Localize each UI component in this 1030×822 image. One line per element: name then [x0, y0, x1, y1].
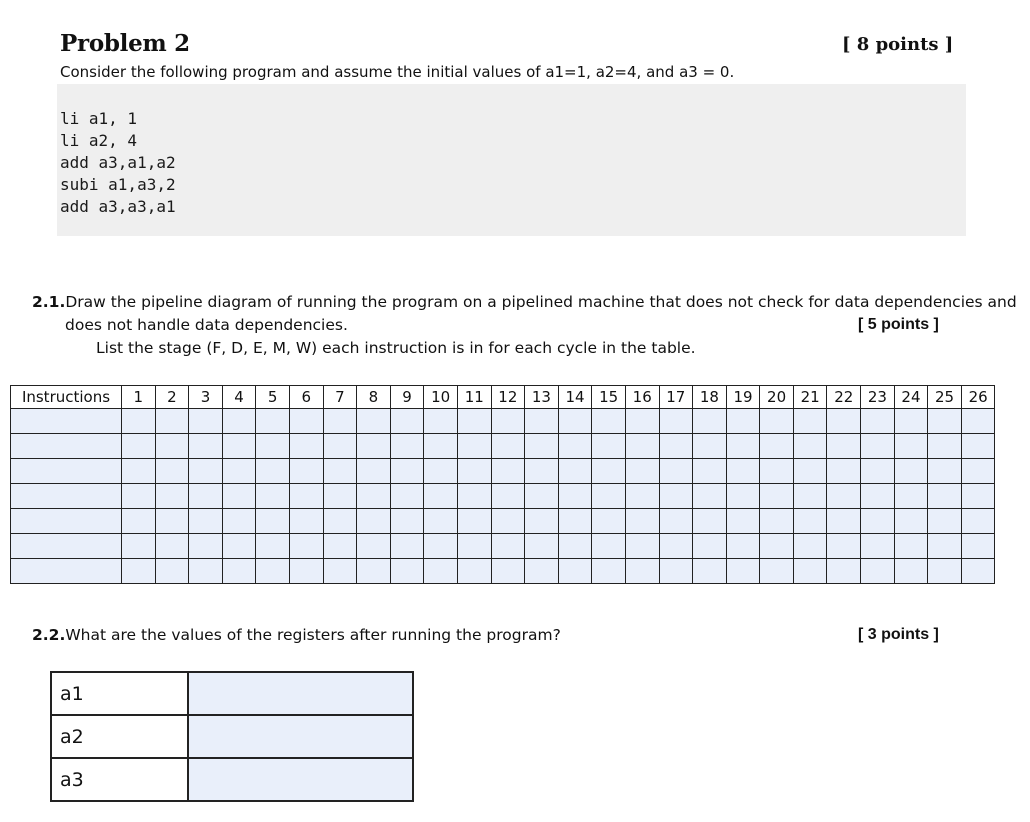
- question-2-1-line2: does not handle data dependencies.: [65, 316, 348, 334]
- stage-cell[interactable]: [928, 409, 962, 434]
- stage-cell[interactable]: [289, 534, 323, 559]
- stage-cell[interactable]: [894, 459, 928, 484]
- stage-cell[interactable]: [491, 534, 525, 559]
- stage-cell[interactable]: [693, 484, 727, 509]
- stage-cell[interactable]: [726, 434, 760, 459]
- code-line: subi a1,a3,2: [60, 175, 176, 194]
- stage-cell[interactable]: [289, 459, 323, 484]
- stage-cell[interactable]: [592, 534, 626, 559]
- stage-cell[interactable]: [827, 509, 861, 534]
- stage-cell[interactable]: [558, 559, 592, 584]
- stage-cell[interactable]: [189, 459, 223, 484]
- stage-cell[interactable]: [592, 484, 626, 509]
- stage-cell[interactable]: [424, 459, 458, 484]
- stage-cell[interactable]: [558, 409, 592, 434]
- stage-cell[interactable]: [961, 484, 995, 509]
- stage-cell[interactable]: [928, 534, 962, 559]
- stage-cell[interactable]: [357, 434, 391, 459]
- stage-cell[interactable]: [122, 484, 156, 509]
- stage-cell[interactable]: [457, 434, 491, 459]
- stage-cell[interactable]: [155, 559, 189, 584]
- question-2-2-number: 2.2.: [32, 626, 66, 644]
- stage-cell[interactable]: [793, 559, 827, 584]
- stage-cell[interactable]: [659, 459, 693, 484]
- stage-cell[interactable]: [592, 434, 626, 459]
- stage-cell[interactable]: [827, 559, 861, 584]
- stage-cell[interactable]: [189, 509, 223, 534]
- pipeline-table: [10, 385, 995, 584]
- stage-cell[interactable]: [222, 559, 256, 584]
- stage-cell[interactable]: [861, 534, 895, 559]
- stage-cell[interactable]: [592, 509, 626, 534]
- cycle-header: 15: [592, 386, 626, 409]
- cycle-header: 17: [659, 386, 693, 409]
- stage-cell[interactable]: [390, 409, 424, 434]
- question-2-1-line3: List the stage (F, D, E, M, W) each instruction is in for each cycle in the table.: [96, 339, 696, 357]
- stage-cell[interactable]: [793, 409, 827, 434]
- cycle-header: 13: [525, 386, 559, 409]
- stage-cell[interactable]: [357, 409, 391, 434]
- pipeline-row: [11, 434, 995, 459]
- stage-cell[interactable]: [122, 409, 156, 434]
- stage-cell[interactable]: [894, 509, 928, 534]
- stage-cell[interactable]: [894, 484, 928, 509]
- stage-cell[interactable]: [222, 459, 256, 484]
- stage-cell[interactable]: [928, 484, 962, 509]
- stage-cell[interactable]: [323, 409, 357, 434]
- stage-cell[interactable]: [256, 459, 290, 484]
- stage-cell[interactable]: [357, 484, 391, 509]
- stage-cell[interactable]: [491, 434, 525, 459]
- pipeline-row: [11, 509, 995, 534]
- stage-cell[interactable]: [424, 534, 458, 559]
- stage-cell[interactable]: [457, 509, 491, 534]
- stage-cell[interactable]: [793, 509, 827, 534]
- problem-points: [ 8 points ]: [842, 34, 954, 55]
- stage-cell[interactable]: [189, 534, 223, 559]
- cycle-header: 25: [928, 386, 962, 409]
- stage-cell[interactable]: [357, 509, 391, 534]
- instructions-header: Instructions: [11, 386, 122, 409]
- stage-cell[interactable]: [726, 459, 760, 484]
- stage-cell[interactable]: [793, 534, 827, 559]
- stage-cell[interactable]: [323, 459, 357, 484]
- cycle-header: 12: [491, 386, 525, 409]
- pipeline-header-row: [11, 386, 995, 409]
- stage-cell[interactable]: [525, 534, 559, 559]
- register-row: [51, 715, 413, 758]
- stage-cell[interactable]: [222, 484, 256, 509]
- cycle-header: 6: [289, 386, 323, 409]
- stage-cell[interactable]: [961, 409, 995, 434]
- stage-cell[interactable]: [928, 434, 962, 459]
- stage-cell[interactable]: [222, 409, 256, 434]
- stage-cell[interactable]: [625, 434, 659, 459]
- stage-cell[interactable]: [625, 484, 659, 509]
- stage-cell[interactable]: [491, 409, 525, 434]
- cycle-header: 20: [760, 386, 794, 409]
- cycle-header: 14: [558, 386, 592, 409]
- stage-cell[interactable]: [961, 434, 995, 459]
- stage-cell[interactable]: [625, 409, 659, 434]
- stage-cell[interactable]: [861, 484, 895, 509]
- register-label: a1: [51, 672, 188, 715]
- stage-cell[interactable]: [659, 409, 693, 434]
- stage-cell[interactable]: [424, 559, 458, 584]
- stage-cell[interactable]: [961, 459, 995, 484]
- stage-cell[interactable]: [760, 484, 794, 509]
- stage-cell[interactable]: [155, 459, 189, 484]
- problem-title: Problem 2: [60, 30, 190, 57]
- stage-cell[interactable]: [122, 434, 156, 459]
- stage-cell[interactable]: [390, 459, 424, 484]
- cycle-header: 1: [122, 386, 156, 409]
- cycle-header: 8: [357, 386, 391, 409]
- stage-cell[interactable]: [155, 534, 189, 559]
- stage-cell[interactable]: [961, 509, 995, 534]
- pipeline-row: [11, 484, 995, 509]
- stage-cell[interactable]: [323, 484, 357, 509]
- stage-cell[interactable]: [894, 434, 928, 459]
- question-2-2: [32, 626, 561, 644]
- stage-cell[interactable]: [457, 559, 491, 584]
- stage-cell[interactable]: [390, 534, 424, 559]
- register-label: a2: [51, 715, 188, 758]
- stage-cell[interactable]: [424, 484, 458, 509]
- stage-cell[interactable]: [726, 409, 760, 434]
- stage-cell[interactable]: [726, 534, 760, 559]
- question-2-1-line1: [32, 293, 1017, 311]
- stage-cell[interactable]: [693, 509, 727, 534]
- cycle-header: 3: [189, 386, 223, 409]
- stage-cell[interactable]: [122, 509, 156, 534]
- stage-cell[interactable]: [659, 484, 693, 509]
- stage-cell[interactable]: [928, 509, 962, 534]
- stage-cell[interactable]: [659, 434, 693, 459]
- cycle-header: 10: [424, 386, 458, 409]
- instruction-cell[interactable]: [11, 409, 122, 434]
- stage-cell[interactable]: [861, 409, 895, 434]
- stage-cell[interactable]: [592, 459, 626, 484]
- stage-cell[interactable]: [457, 459, 491, 484]
- stage-cell[interactable]: [491, 484, 525, 509]
- instruction-cell[interactable]: [11, 534, 122, 559]
- stage-cell[interactable]: [760, 434, 794, 459]
- code-line: add a3,a3,a1: [60, 197, 176, 216]
- stage-cell[interactable]: [894, 559, 928, 584]
- stage-cell[interactable]: [189, 559, 223, 584]
- stage-cell[interactable]: [693, 459, 727, 484]
- stage-cell[interactable]: [357, 459, 391, 484]
- stage-cell[interactable]: [861, 459, 895, 484]
- stage-cell[interactable]: [659, 559, 693, 584]
- stage-cell[interactable]: [357, 559, 391, 584]
- pipeline-row: [11, 534, 995, 559]
- stage-cell[interactable]: [491, 509, 525, 534]
- stage-cell[interactable]: [525, 559, 559, 584]
- code-block: [57, 84, 966, 236]
- cycle-header: 18: [693, 386, 727, 409]
- stage-cell[interactable]: [827, 409, 861, 434]
- stage-cell[interactable]: [222, 434, 256, 459]
- cycle-header: 22: [827, 386, 861, 409]
- instruction-cell[interactable]: [11, 459, 122, 484]
- stage-cell[interactable]: [760, 559, 794, 584]
- problem-intro: Consider the following program and assume the initial values of a1=1, a2=4, and a3 = 0.: [60, 63, 735, 81]
- instruction-cell[interactable]: [11, 559, 122, 584]
- cycle-header: 7: [323, 386, 357, 409]
- stage-cell[interactable]: [961, 534, 995, 559]
- instruction-cell[interactable]: [11, 434, 122, 459]
- stage-cell[interactable]: [592, 559, 626, 584]
- stage-cell[interactable]: [289, 409, 323, 434]
- stage-cell[interactable]: [525, 509, 559, 534]
- stage-cell[interactable]: [424, 434, 458, 459]
- register-row: [51, 758, 413, 801]
- stage-cell[interactable]: [122, 459, 156, 484]
- register-row: [51, 672, 413, 715]
- stage-cell[interactable]: [827, 534, 861, 559]
- stage-cell[interactable]: [760, 534, 794, 559]
- stage-cell[interactable]: [256, 559, 290, 584]
- stage-cell[interactable]: [256, 484, 290, 509]
- register-value-field[interactable]: [188, 715, 413, 758]
- stage-cell[interactable]: [928, 559, 962, 584]
- code-line: add a3,a1,a2: [60, 153, 176, 172]
- instruction-cell[interactable]: [11, 484, 122, 509]
- stage-cell[interactable]: [189, 409, 223, 434]
- stage-cell[interactable]: [256, 409, 290, 434]
- cycle-header: 16: [625, 386, 659, 409]
- stage-cell[interactable]: [827, 434, 861, 459]
- stage-cell[interactable]: [659, 534, 693, 559]
- stage-cell[interactable]: [189, 484, 223, 509]
- stage-cell[interactable]: [323, 434, 357, 459]
- register-table: [50, 671, 414, 802]
- stage-cell[interactable]: [525, 484, 559, 509]
- stage-cell[interactable]: [390, 509, 424, 534]
- stage-cell[interactable]: [760, 509, 794, 534]
- stage-cell[interactable]: [558, 534, 592, 559]
- cycle-header: 21: [793, 386, 827, 409]
- question-2-1-number: 2.1.: [32, 293, 66, 311]
- stage-cell[interactable]: [625, 559, 659, 584]
- cycle-header: 9: [390, 386, 424, 409]
- code-listing: [60, 108, 176, 218]
- stage-cell[interactable]: [625, 459, 659, 484]
- instruction-cell[interactable]: [11, 509, 122, 534]
- stage-cell[interactable]: [894, 534, 928, 559]
- cycle-header: 5: [256, 386, 290, 409]
- code-line: li a2, 4: [60, 131, 138, 150]
- stage-cell[interactable]: [390, 484, 424, 509]
- pipeline-row: [11, 459, 995, 484]
- question-2-1-text: Draw the pipeline diagram of running the program on a pipelined machine that does not check for data dependencies and: [65, 293, 1017, 311]
- stage-cell[interactable]: [357, 534, 391, 559]
- stage-cell[interactable]: [625, 534, 659, 559]
- register-label: a3: [51, 758, 188, 801]
- question-2-1-points: [ 5 points ]: [858, 316, 939, 333]
- stage-cell[interactable]: [827, 459, 861, 484]
- stage-cell[interactable]: [122, 534, 156, 559]
- stage-cell[interactable]: [693, 409, 727, 434]
- stage-cell[interactable]: [155, 509, 189, 534]
- stage-cell[interactable]: [155, 484, 189, 509]
- stage-cell[interactable]: [928, 459, 962, 484]
- stage-cell[interactable]: [861, 559, 895, 584]
- stage-cell[interactable]: [323, 559, 357, 584]
- cycle-header: 26: [961, 386, 995, 409]
- register-value-field[interactable]: [188, 758, 413, 801]
- stage-cell[interactable]: [558, 484, 592, 509]
- stage-cell[interactable]: [122, 559, 156, 584]
- stage-cell[interactable]: [457, 409, 491, 434]
- cycle-header: 24: [894, 386, 928, 409]
- stage-cell[interactable]: [525, 459, 559, 484]
- stage-cell[interactable]: [289, 509, 323, 534]
- register-value-field[interactable]: [188, 672, 413, 715]
- stage-cell[interactable]: [289, 434, 323, 459]
- stage-cell[interactable]: [693, 559, 727, 584]
- stage-cell[interactable]: [760, 409, 794, 434]
- code-line: li a1, 1: [60, 109, 138, 128]
- stage-cell[interactable]: [289, 484, 323, 509]
- stage-cell[interactable]: [827, 484, 861, 509]
- stage-cell[interactable]: [592, 409, 626, 434]
- stage-cell[interactable]: [390, 559, 424, 584]
- stage-cell[interactable]: [155, 409, 189, 434]
- stage-cell[interactable]: [726, 484, 760, 509]
- stage-cell[interactable]: [558, 509, 592, 534]
- stage-cell[interactable]: [625, 509, 659, 534]
- stage-cell[interactable]: [390, 434, 424, 459]
- stage-cell[interactable]: [155, 434, 189, 459]
- stage-cell[interactable]: [289, 559, 323, 584]
- stage-cell[interactable]: [491, 459, 525, 484]
- stage-cell[interactable]: [323, 534, 357, 559]
- stage-cell[interactable]: [693, 534, 727, 559]
- stage-cell[interactable]: [457, 484, 491, 509]
- stage-cell[interactable]: [894, 409, 928, 434]
- stage-cell[interactable]: [491, 559, 525, 584]
- stage-cell[interactable]: [457, 534, 491, 559]
- question-2-2-points: [ 3 points ]: [858, 626, 939, 643]
- stage-cell[interactable]: [861, 434, 895, 459]
- stage-cell[interactable]: [256, 509, 290, 534]
- stage-cell[interactable]: [256, 534, 290, 559]
- pipeline-row: [11, 559, 995, 584]
- stage-cell[interactable]: [256, 434, 290, 459]
- pipeline-row: [11, 409, 995, 434]
- stage-cell[interactable]: [693, 434, 727, 459]
- stage-cell[interactable]: [222, 509, 256, 534]
- stage-cell[interactable]: [726, 509, 760, 534]
- stage-cell[interactable]: [793, 434, 827, 459]
- stage-cell[interactable]: [525, 434, 559, 459]
- stage-cell[interactable]: [323, 509, 357, 534]
- stage-cell[interactable]: [760, 459, 794, 484]
- stage-cell[interactable]: [525, 409, 559, 434]
- stage-cell[interactable]: [189, 434, 223, 459]
- cycle-header: 23: [861, 386, 895, 409]
- stage-cell[interactable]: [793, 459, 827, 484]
- stage-cell[interactable]: [793, 484, 827, 509]
- cycle-header: 2: [155, 386, 189, 409]
- stage-cell[interactable]: [726, 559, 760, 584]
- stage-cell[interactable]: [659, 509, 693, 534]
- stage-cell[interactable]: [424, 509, 458, 534]
- cycle-header: 11: [457, 386, 491, 409]
- cycle-header: 4: [222, 386, 256, 409]
- stage-cell[interactable]: [558, 434, 592, 459]
- stage-cell[interactable]: [222, 534, 256, 559]
- stage-cell[interactable]: [424, 409, 458, 434]
- stage-cell[interactable]: [961, 559, 995, 584]
- cycle-header: 19: [726, 386, 760, 409]
- question-2-2-text: What are the values of the registers after running the program?: [65, 626, 561, 644]
- stage-cell[interactable]: [861, 509, 895, 534]
- stage-cell[interactable]: [558, 459, 592, 484]
